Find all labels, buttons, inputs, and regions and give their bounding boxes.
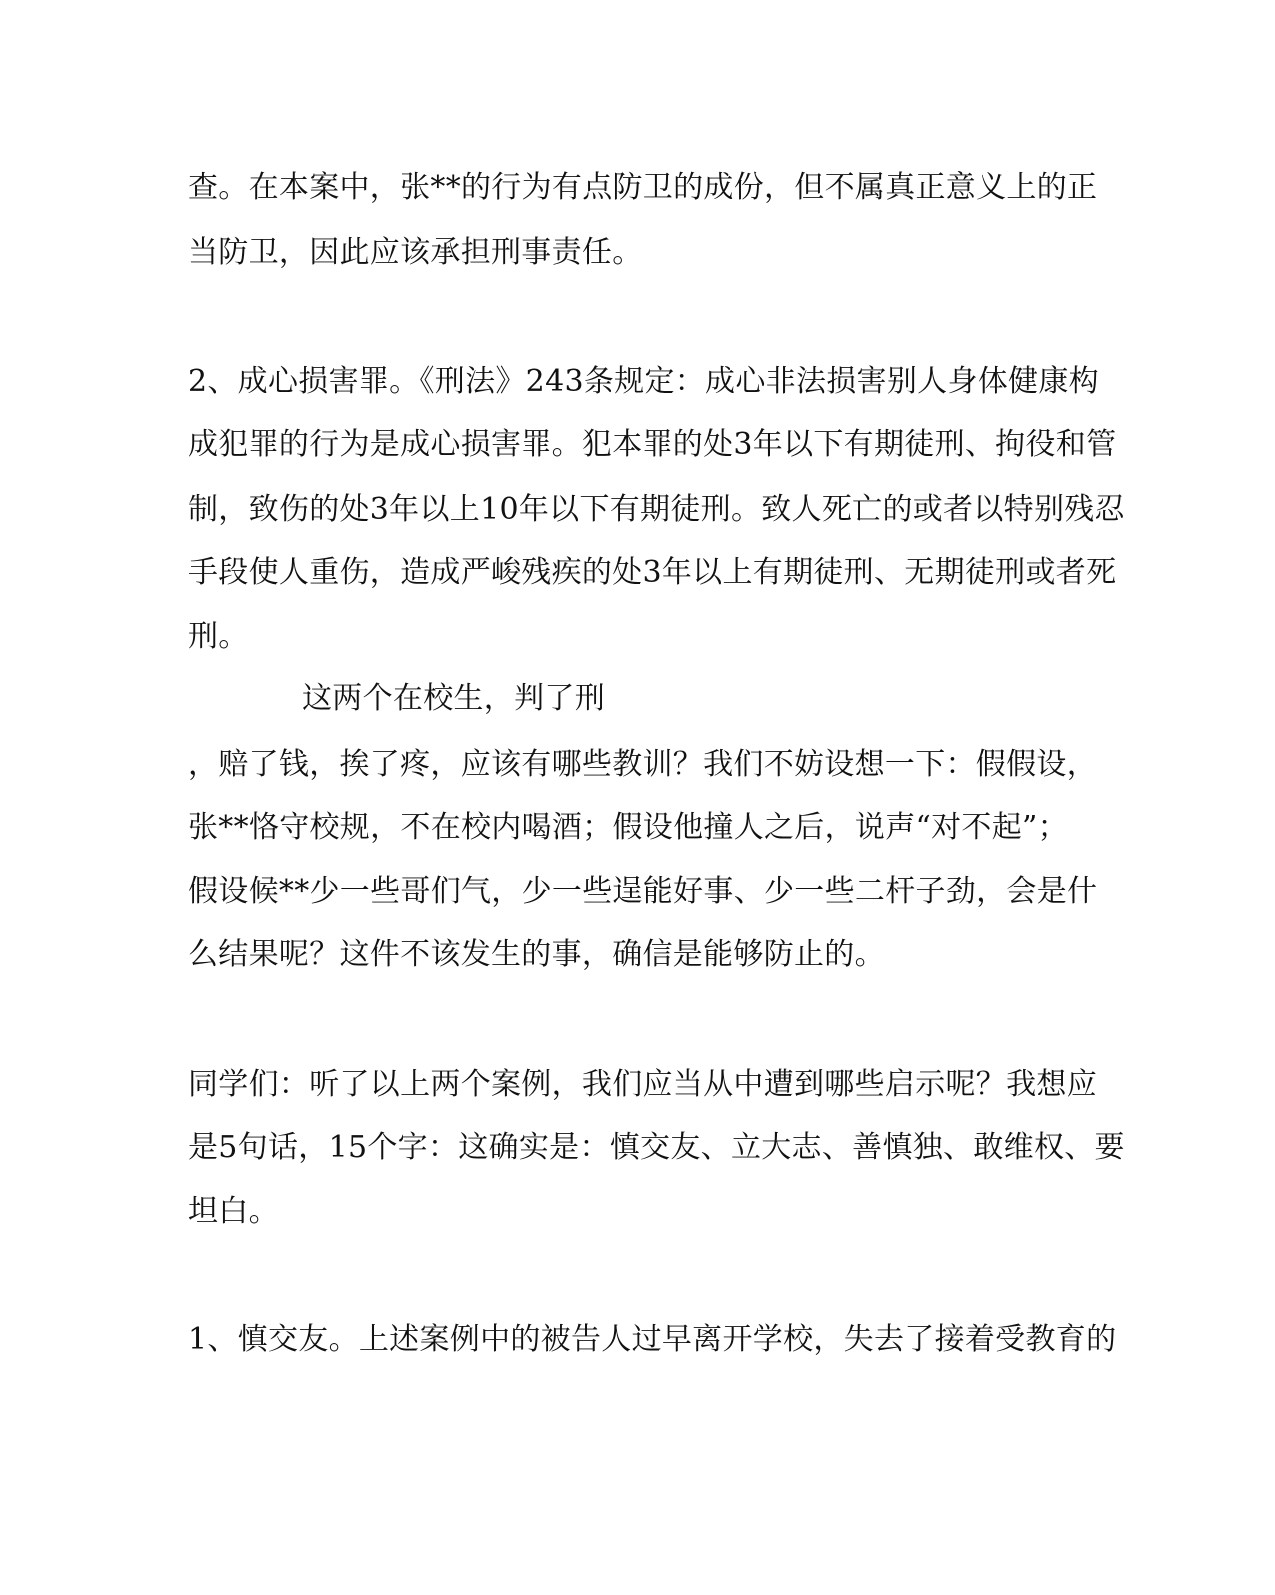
text-line: 么结果呢？这件不该发生的事，确信是能够防止的。 (188, 937, 885, 972)
text-line: 坦白。 (188, 1194, 279, 1229)
text-line: 制，致伤的处3年以上10年以下有期徒刑。致人死亡的或者以特别残忍 (188, 492, 1125, 527)
text-line: 1、慎交友。上述案例中的被告人过早离开学校，失去了接着受教育的 (188, 1322, 1117, 1357)
text-line: 刑。 (188, 619, 249, 654)
text-line: 2、成心损害罪。《刑法》243条规定：成心非法损害别人身体健康构 (188, 364, 1099, 399)
text-line: 同学们：听了以上两个案例，我们应当从中遭到哪些启示呢？我想应 (188, 1067, 1097, 1102)
text-line: 假设候**少一些哥们气，少一些逞能好事、少一些二杆子劲，会是什 (188, 874, 1098, 909)
text-line: 是5句话，15个字：这确实是：慎交友、立大志、善慎独、敢维权、要 (188, 1130, 1125, 1165)
text-line: 这两个在校生，判了刑 (302, 681, 605, 716)
text-line: ，赔了钱，挨了疼，应该有哪些教训？我们不妨设想一下：假假设， (188, 747, 1097, 782)
text-line: 张**恪守校规，不在校内喝酒；假设他撞人之后，说声“对不起”； (188, 810, 1068, 845)
text-line: 当防卫，因此应该承担刑事责任。 (188, 235, 643, 270)
text-line: 查。在本案中，张**的行为有点防卫的成份，但不属真正意义上的正 (188, 170, 1098, 205)
text-line: 手段使人重伤，造成严峻残疾的处3年以上有期徒刑、无期徒刑或者死 (188, 555, 1117, 590)
text-line: 成犯罪的行为是成心损害罪。犯本罪的处3年以下有期徒刑、拘役和管 (188, 427, 1117, 462)
